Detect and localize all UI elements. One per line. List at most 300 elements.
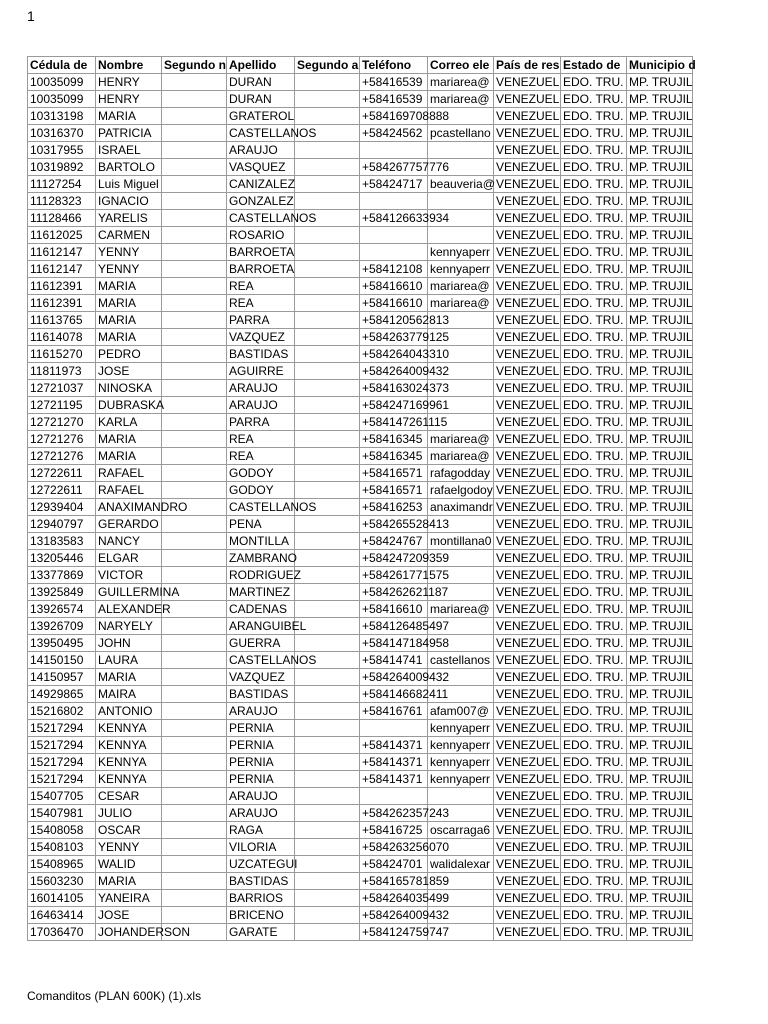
cell-municipio: MP. TRUJIL: [627, 125, 693, 142]
cell-estado: EDO. TRU.: [561, 567, 627, 584]
cell-telefono: +58416610: [360, 601, 428, 618]
cell-nombre: ELGAR: [96, 550, 162, 567]
cell-municipio: MP. TRUJIL: [627, 839, 693, 856]
table-row: [28, 550, 693, 567]
cell-segundo-apellido: [295, 703, 360, 720]
cell-segundo-nombre: [162, 567, 227, 584]
data-table: [27, 56, 696, 941]
cell-segundo-nombre: [162, 788, 227, 805]
cell-cedula: 11128466: [28, 210, 96, 227]
cell-municipio: MP. TRUJIL: [627, 465, 693, 482]
cell-municipio: MP. TRUJIL: [627, 210, 693, 227]
table-row: [28, 771, 693, 788]
cell-estado: EDO. TRU.: [561, 873, 627, 890]
cell-apellido: ROSARIO: [227, 227, 295, 244]
cell-pais: VENEZUEL: [494, 261, 561, 278]
cell-segundo-nombre: [162, 176, 227, 193]
cell-estado: EDO. TRU.: [561, 754, 627, 771]
cell-estado: EDO. TRU.: [561, 618, 627, 635]
cell-apellido: ARAUJO: [227, 142, 295, 159]
cell-telefono: +58424562: [360, 125, 428, 142]
cell-pais: VENEZUEL: [494, 907, 561, 924]
cell-apellido: CASTELLANOS: [227, 499, 295, 516]
cell-estado: EDO. TRU.: [561, 550, 627, 567]
cell-segundo-nombre: [162, 159, 227, 176]
cell-correo: [428, 142, 494, 159]
cell-nombre: MARIA: [96, 431, 162, 448]
cell-pais: VENEZUEL: [494, 244, 561, 261]
cell-nombre: ALEXANDER: [96, 601, 162, 618]
cell-telefono: +584264043310: [360, 346, 428, 363]
cell-nombre: Luis Miguel: [96, 176, 162, 193]
cell-cedula: 11612147: [28, 244, 96, 261]
table-row: [28, 737, 693, 754]
cell-correo: pcastellano: [428, 125, 494, 142]
table-row: [28, 176, 693, 193]
cell-estado: EDO. TRU.: [561, 142, 627, 159]
spreadsheet: [27, 56, 696, 941]
cell-segundo-apellido: [295, 142, 360, 159]
cell-correo: kennyaperr: [428, 720, 494, 737]
cell-estado: EDO. TRU.: [561, 822, 627, 839]
cell-segundo-nombre: [162, 91, 227, 108]
cell-apellido: BRICENO: [227, 907, 295, 924]
cell-correo: [428, 193, 494, 210]
cell-cedula: 13926574: [28, 601, 96, 618]
cell-apellido: BASTIDAS: [227, 346, 295, 363]
cell-cedula: 13926709: [28, 618, 96, 635]
cell-nombre: PATRICIA: [96, 125, 162, 142]
cell-pais: VENEZUEL: [494, 584, 561, 601]
cell-cedula: 13183583: [28, 533, 96, 550]
table-row: [28, 720, 693, 737]
cell-estado: EDO. TRU.: [561, 244, 627, 261]
cell-municipio: MP. TRUJIL: [627, 788, 693, 805]
cell-apellido: PERNIA: [227, 737, 295, 754]
cell-segundo-apellido: [295, 822, 360, 839]
cell-cedula: 15407981: [28, 805, 96, 822]
cell-apellido: BASTIDAS: [227, 686, 295, 703]
cell-correo: mariarea@: [428, 601, 494, 618]
cell-segundo-nombre: [162, 482, 227, 499]
cell-nombre: MAIRA: [96, 686, 162, 703]
cell-estado: EDO. TRU.: [561, 125, 627, 142]
cell-municipio: MP. TRUJIL: [627, 91, 693, 108]
cell-estado: EDO. TRU.: [561, 652, 627, 669]
cell-apellido: AGUIRRE: [227, 363, 295, 380]
cell-telefono: +58416345: [360, 448, 428, 465]
cell-segundo-apellido: [295, 924, 360, 941]
cell-segundo-nombre: [162, 278, 227, 295]
cell-segundo-apellido: [295, 244, 360, 261]
cell-correo: kennyaperr: [428, 737, 494, 754]
file-name-footer: Comanditos (PLAN 600K) (1).xls: [27, 989, 202, 1003]
cell-apellido: VILORIA: [227, 839, 295, 856]
cell-pais: VENEZUEL: [494, 652, 561, 669]
cell-correo: mariarea@: [428, 278, 494, 295]
column-header-segundo-apellido: Segundo a: [295, 57, 360, 74]
cell-nombre: NARYELY: [96, 618, 162, 635]
column-header-pais: País de res: [494, 57, 561, 74]
cell-municipio: MP. TRUJIL: [627, 873, 693, 890]
cell-apellido: REA: [227, 295, 295, 312]
cell-pais: VENEZUEL: [494, 125, 561, 142]
column-header-estado: Estado de: [561, 57, 627, 74]
cell-segundo-apellido: [295, 74, 360, 91]
cell-apellido: CADENAS: [227, 601, 295, 618]
cell-correo: kennyaperr: [428, 261, 494, 278]
cell-telefono: +58416571: [360, 482, 428, 499]
cell-telefono: +58414371: [360, 771, 428, 788]
cell-segundo-nombre: [162, 771, 227, 788]
cell-municipio: MP. TRUJIL: [627, 890, 693, 907]
cell-pais: VENEZUEL: [494, 873, 561, 890]
cell-estado: EDO. TRU.: [561, 346, 627, 363]
table-row: [28, 567, 693, 584]
cell-apellido: GODOY: [227, 465, 295, 482]
cell-segundo-nombre: [162, 703, 227, 720]
table-row: [28, 244, 693, 261]
cell-segundo-apellido: [295, 329, 360, 346]
cell-pais: VENEZUEL: [494, 312, 561, 329]
cell-municipio: MP. TRUJIL: [627, 380, 693, 397]
table-row: [28, 924, 693, 941]
table-row: [28, 856, 693, 873]
cell-pais: VENEZUEL: [494, 482, 561, 499]
cell-estado: EDO. TRU.: [561, 601, 627, 618]
cell-cedula: 15217294: [28, 771, 96, 788]
cell-cedula: 15408103: [28, 839, 96, 856]
cell-correo: rafagodday: [428, 465, 494, 482]
cell-nombre: JULIO: [96, 805, 162, 822]
cell-nombre: LAURA: [96, 652, 162, 669]
cell-municipio: MP. TRUJIL: [627, 567, 693, 584]
cell-estado: EDO. TRU.: [561, 499, 627, 516]
cell-pais: VENEZUEL: [494, 567, 561, 584]
table-row: [28, 686, 693, 703]
cell-nombre: YENNY: [96, 839, 162, 856]
cell-telefono: +584247209359: [360, 550, 428, 567]
cell-correo: kennyaperr: [428, 754, 494, 771]
cell-apellido: VAZQUEZ: [227, 329, 295, 346]
cell-cedula: 11811973: [28, 363, 96, 380]
cell-telefono: +584146682411: [360, 686, 428, 703]
cell-pais: VENEZUEL: [494, 329, 561, 346]
cell-segundo-nombre: [162, 227, 227, 244]
table-row: [28, 652, 693, 669]
table-row: [28, 584, 693, 601]
cell-municipio: MP. TRUJIL: [627, 669, 693, 686]
table-row: [28, 142, 693, 159]
column-header-correo: Correo ele: [428, 57, 494, 74]
cell-pais: VENEZUEL: [494, 839, 561, 856]
cell-nombre: GUILLERMINA: [96, 584, 162, 601]
cell-apellido: GARATE: [227, 924, 295, 941]
cell-segundo-nombre: [162, 839, 227, 856]
cell-segundo-apellido: [295, 363, 360, 380]
cell-estado: EDO. TRU.: [561, 788, 627, 805]
cell-cedula: 12940797: [28, 516, 96, 533]
cell-telefono: +584264009432: [360, 363, 428, 380]
table-row: [28, 669, 693, 686]
cell-estado: EDO. TRU.: [561, 516, 627, 533]
cell-cedula: 15217294: [28, 720, 96, 737]
table-row: [28, 805, 693, 822]
cell-segundo-apellido: [295, 771, 360, 788]
table-row: [28, 703, 693, 720]
cell-segundo-nombre: [162, 465, 227, 482]
cell-nombre: MARIA: [96, 873, 162, 890]
cell-segundo-apellido: [295, 261, 360, 278]
cell-telefono: +58416610: [360, 295, 428, 312]
cell-estado: EDO. TRU.: [561, 686, 627, 703]
cell-cedula: 13925849: [28, 584, 96, 601]
cell-pais: VENEZUEL: [494, 635, 561, 652]
cell-estado: EDO. TRU.: [561, 584, 627, 601]
cell-municipio: MP. TRUJIL: [627, 108, 693, 125]
cell-cedula: 15216802: [28, 703, 96, 720]
cell-telefono: +584264009432: [360, 907, 428, 924]
cell-telefono: +58412108: [360, 261, 428, 278]
cell-segundo-nombre: [162, 890, 227, 907]
cell-telefono: [360, 142, 428, 159]
cell-nombre: RAFAEL: [96, 482, 162, 499]
cell-cedula: 11612147: [28, 261, 96, 278]
cell-pais: VENEZUEL: [494, 465, 561, 482]
cell-cedula: 15217294: [28, 737, 96, 754]
cell-segundo-apellido: [295, 856, 360, 873]
cell-segundo-apellido: [295, 754, 360, 771]
cell-telefono: +58416725: [360, 822, 428, 839]
cell-segundo-nombre: [162, 193, 227, 210]
cell-estado: EDO. TRU.: [561, 737, 627, 754]
cell-correo: [428, 788, 494, 805]
cell-apellido: VAZQUEZ: [227, 669, 295, 686]
cell-nombre: VICTOR: [96, 567, 162, 584]
cell-telefono: +58416253: [360, 499, 428, 516]
cell-apellido: UZCATEGUI: [227, 856, 295, 873]
cell-segundo-apellido: [295, 567, 360, 584]
table-row: [28, 822, 693, 839]
cell-apellido: PENA: [227, 516, 295, 533]
cell-segundo-nombre: [162, 142, 227, 159]
cell-nombre: CARMEN: [96, 227, 162, 244]
cell-municipio: MP. TRUJIL: [627, 737, 693, 754]
header-row: [28, 57, 693, 74]
cell-telefono: +584165781859: [360, 873, 428, 890]
cell-municipio: MP. TRUJIL: [627, 907, 693, 924]
cell-nombre: HENRY: [96, 91, 162, 108]
table-row: [28, 482, 693, 499]
cell-segundo-nombre: [162, 125, 227, 142]
cell-pais: VENEZUEL: [494, 295, 561, 312]
cell-segundo-apellido: [295, 176, 360, 193]
cell-municipio: MP. TRUJIL: [627, 754, 693, 771]
cell-municipio: MP. TRUJIL: [627, 584, 693, 601]
table-row: [28, 839, 693, 856]
cell-pais: VENEZUEL: [494, 686, 561, 703]
cell-segundo-nombre: [162, 295, 227, 312]
cell-estado: EDO. TRU.: [561, 839, 627, 856]
cell-segundo-apellido: [295, 91, 360, 108]
cell-segundo-apellido: [295, 159, 360, 176]
cell-cedula: 15408965: [28, 856, 96, 873]
cell-segundo-apellido: [295, 312, 360, 329]
cell-cedula: 14929865: [28, 686, 96, 703]
cell-cedula: 12721195: [28, 397, 96, 414]
cell-telefono: +58416539: [360, 91, 428, 108]
cell-segundo-apellido: [295, 397, 360, 414]
cell-nombre: JOHN: [96, 635, 162, 652]
cell-municipio: MP. TRUJIL: [627, 635, 693, 652]
cell-cedula: 11614078: [28, 329, 96, 346]
cell-apellido: BARRIOS: [227, 890, 295, 907]
cell-apellido: DURAN: [227, 74, 295, 91]
cell-nombre: JOSE: [96, 907, 162, 924]
cell-pais: VENEZUEL: [494, 703, 561, 720]
cell-apellido: ZAMBRANO: [227, 550, 295, 567]
cell-apellido: REA: [227, 448, 295, 465]
table-row: [28, 890, 693, 907]
table-row: [28, 448, 693, 465]
cell-estado: EDO. TRU.: [561, 380, 627, 397]
cell-municipio: MP. TRUJIL: [627, 805, 693, 822]
cell-segundo-nombre: [162, 431, 227, 448]
cell-municipio: MP. TRUJIL: [627, 363, 693, 380]
cell-cedula: 12721037: [28, 380, 96, 397]
table-row: [28, 329, 693, 346]
table-row: [28, 907, 693, 924]
cell-estado: EDO. TRU.: [561, 465, 627, 482]
cell-estado: EDO. TRU.: [561, 533, 627, 550]
cell-segundo-apellido: [295, 669, 360, 686]
cell-pais: VENEZUEL: [494, 601, 561, 618]
cell-apellido: ARAUJO: [227, 380, 295, 397]
cell-apellido: RODRIGUEZ: [227, 567, 295, 584]
cell-apellido: ARANGUIBEL: [227, 618, 295, 635]
cell-telefono: +584147184958: [360, 635, 428, 652]
table-row: [28, 397, 693, 414]
cell-pais: VENEZUEL: [494, 142, 561, 159]
cell-municipio: MP. TRUJIL: [627, 924, 693, 941]
cell-pais: VENEZUEL: [494, 720, 561, 737]
cell-estado: EDO. TRU.: [561, 431, 627, 448]
cell-segundo-apellido: [295, 839, 360, 856]
cell-nombre: MARIA: [96, 108, 162, 125]
cell-segundo-apellido: [295, 227, 360, 244]
column-header-municipio: Municipio d: [627, 57, 693, 74]
cell-apellido: REA: [227, 278, 295, 295]
cell-apellido: PERNIA: [227, 754, 295, 771]
cell-cedula: 11613765: [28, 312, 96, 329]
cell-cedula: 10319892: [28, 159, 96, 176]
column-header-nombre: Nombre: [96, 57, 162, 74]
cell-segundo-nombre: [162, 805, 227, 822]
cell-apellido: CASTELLANOS: [227, 125, 295, 142]
cell-estado: EDO. TRU.: [561, 227, 627, 244]
cell-correo: kennyaperr: [428, 771, 494, 788]
cell-estado: EDO. TRU.: [561, 295, 627, 312]
cell-pais: VENEZUEL: [494, 414, 561, 431]
cell-municipio: MP. TRUJIL: [627, 516, 693, 533]
cell-estado: EDO. TRU.: [561, 397, 627, 414]
cell-estado: EDO. TRU.: [561, 805, 627, 822]
cell-telefono: +58414371: [360, 737, 428, 754]
cell-segundo-nombre: [162, 873, 227, 890]
cell-telefono: [360, 244, 428, 261]
cell-pais: VENEZUEL: [494, 669, 561, 686]
table-row: [28, 635, 693, 652]
cell-municipio: MP. TRUJIL: [627, 227, 693, 244]
cell-nombre: PEDRO: [96, 346, 162, 363]
cell-estado: EDO. TRU.: [561, 448, 627, 465]
cell-estado: EDO. TRU.: [561, 176, 627, 193]
cell-pais: VENEZUEL: [494, 618, 561, 635]
cell-municipio: MP. TRUJIL: [627, 856, 693, 873]
table-row: [28, 159, 693, 176]
column-header-apellido: Apellido: [227, 57, 295, 74]
cell-segundo-nombre: [162, 669, 227, 686]
cell-cedula: 12722611: [28, 482, 96, 499]
cell-pais: VENEZUEL: [494, 108, 561, 125]
cell-cedula: 10317955: [28, 142, 96, 159]
cell-correo: [428, 227, 494, 244]
cell-municipio: MP. TRUJIL: [627, 397, 693, 414]
cell-segundo-nombre: [162, 635, 227, 652]
table-row: [28, 516, 693, 533]
cell-correo: walidalexar: [428, 856, 494, 873]
cell-municipio: MP. TRUJIL: [627, 142, 693, 159]
cell-estado: EDO. TRU.: [561, 159, 627, 176]
cell-segundo-apellido: [295, 295, 360, 312]
cell-pais: VENEZUEL: [494, 533, 561, 550]
table-row: [28, 601, 693, 618]
cell-municipio: MP. TRUJIL: [627, 499, 693, 516]
cell-nombre: KENNYA: [96, 737, 162, 754]
cell-municipio: MP. TRUJIL: [627, 652, 693, 669]
cell-telefono: [360, 227, 428, 244]
cell-telefono: +584126485497: [360, 618, 428, 635]
table-row: [28, 210, 693, 227]
cell-nombre: KENNYA: [96, 771, 162, 788]
cell-pais: VENEZUEL: [494, 363, 561, 380]
cell-apellido: GODOY: [227, 482, 295, 499]
cell-apellido: GRATEROL: [227, 108, 295, 125]
cell-estado: EDO. TRU.: [561, 210, 627, 227]
cell-segundo-apellido: [295, 805, 360, 822]
table-row: [28, 74, 693, 91]
cell-telefono: +58414741: [360, 652, 428, 669]
table-body: [28, 74, 693, 941]
cell-segundo-nombre: [162, 720, 227, 737]
cell-municipio: MP. TRUJIL: [627, 618, 693, 635]
cell-correo: castellanos: [428, 652, 494, 669]
cell-cedula: 12722611: [28, 465, 96, 482]
cell-apellido: VASQUEZ: [227, 159, 295, 176]
cell-segundo-apellido: [295, 108, 360, 125]
cell-segundo-apellido: [295, 448, 360, 465]
table-row: [28, 499, 693, 516]
cell-estado: EDO. TRU.: [561, 261, 627, 278]
cell-municipio: MP. TRUJIL: [627, 703, 693, 720]
table-row: [28, 261, 693, 278]
cell-estado: EDO. TRU.: [561, 771, 627, 788]
cell-cedula: 10035099: [28, 91, 96, 108]
cell-apellido: PARRA: [227, 414, 295, 431]
cell-municipio: MP. TRUJIL: [627, 193, 693, 210]
cell-telefono: +584263779125: [360, 329, 428, 346]
cell-cedula: 17036470: [28, 924, 96, 941]
